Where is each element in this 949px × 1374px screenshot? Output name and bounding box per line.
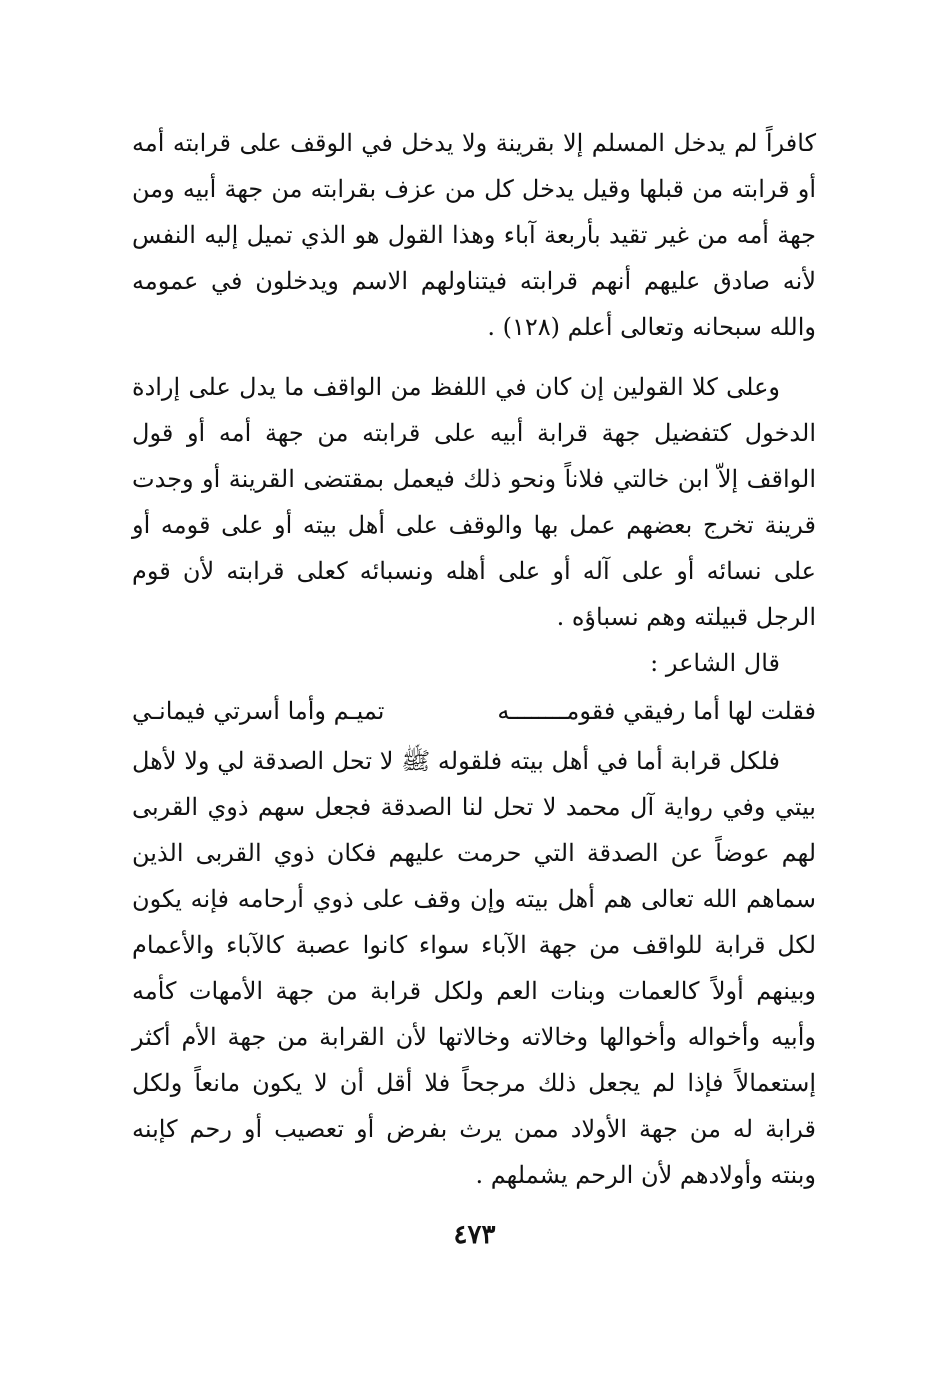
paragraph-1: كافراً لم يدخل المسلم إلا بقرينة ولا يدخل في الوقف على قرابته أمه أو قرابته من قبلها وقيل يدخل كل من عزف بقرابته من جهة أبيه ومن جهة أمه من غير تقيد بأربعة آباء وهذا القول هو الذي تميل إليه النفس لأنه صادق عليهم أنهم قرابته فيتناولهم الاسم ويدخلون في عمومه والله سبحانه وتعالى أعلم (١٢٨) . xyxy=(132,129,816,341)
page-number: ٤٧٣ xyxy=(453,1220,496,1250)
verse-line xyxy=(132,688,816,734)
page-body xyxy=(132,120,816,1198)
paragraph-2: وعلى كلا القولين إن كان في اللفظ من الواقف ما يدل على إرادة الدخول كتفضيل جهة قرابة أبيه على قرابته من جهة أمه أو قول الواقف إلاّ ابن خالتي فلاناً ونحو ذلك فيعمل بمقتضى القرينة أو وجدت قرينة تخرج بعضهم عمل بها والوقف على أهل بيته أو على قومه أو على نسائه أو على آله أو على أهله ونسبائه كعلى قرابته لأن قوم الرجل قبيلته وهم نسباؤه . xyxy=(132,373,816,631)
verse-first-hemistich: فقلت لها أما رفيقي فقومــــــــه xyxy=(497,697,816,725)
poet-intro: قال الشاعر : xyxy=(650,649,780,677)
paragraph-3: فلكل قرابة أما في أهل بيته فلقوله ﷺ لا تحل الصدقة لي ولا لأهل بيتي وفي رواية آل محمد لا تحل لنا الصدقة فجعل سهم ذوي القربى لهم عوضاً عن الصدقة التي حرمت عليهم فكان ذوي القربى الذين سماهم الله تعالى هم أهل بيته وإن وقف على ذوي أرحامه فإنه يكون لكل قرابة للواقف من جهة الآباء سواء كانوا عصبة كالآباء والأعمام وبينهم أولاً كالعمات وبنات العم ولكل قرابة من جهة الأمهات كأمه وأبيه وأخواله وأخوالها وخالاته وخالاتها لأن القرابة من جهة الأم أكثر إستعمالاً فإذا لم يجعل ذلك مرجحاً فلا أقل أن لا يكون مانعاً ولكل قرابة له من جهة الأولاد ممن يرث بفرض أو تعصيب أو رحم كإبنه وبنته وأولادهم لأن الرحم يشملهم . xyxy=(132,747,816,1189)
verse-second-hemistich: تميـم وأما أسرتي فيمانـي xyxy=(132,697,385,725)
